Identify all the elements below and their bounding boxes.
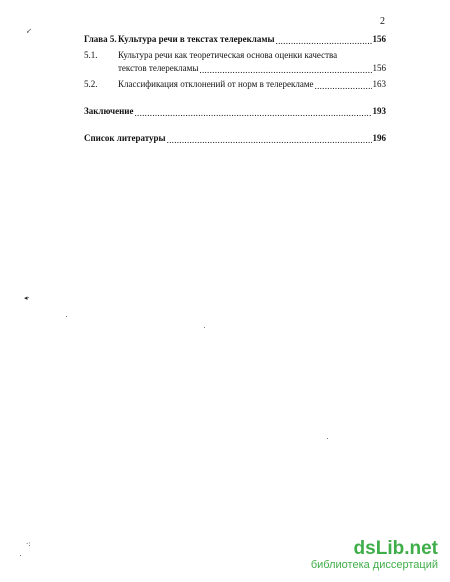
- scan-speck: [66, 316, 67, 317]
- toc-entry-title: Культура речи как теоретическая основа оценки качества: [118, 50, 338, 60]
- scan-speck: [20, 555, 21, 556]
- scan-speck: [204, 327, 205, 328]
- table-of-contents: [84, 33, 386, 145]
- watermark-brand: dsLib.net: [353, 538, 438, 559]
- toc-entry-title: Заключение: [84, 106, 134, 116]
- toc-leader-dots: [276, 36, 372, 46]
- toc-entry-page: 156: [372, 34, 386, 44]
- toc-entry-5-1-continued: [84, 62, 386, 75]
- toc-entry-5-1: [84, 49, 386, 62]
- toc-entry-references: [84, 132, 386, 145]
- toc-entry-number: 5.2.: [84, 79, 98, 89]
- toc-leader-dots: [134, 108, 371, 118]
- watermark: [311, 539, 438, 572]
- toc-entry-conclusion: [84, 105, 386, 118]
- page-number: 2: [380, 16, 385, 27]
- toc-leader-dots: [167, 135, 372, 145]
- toc-entry-title: Культура речи в текстах телерекламы: [118, 34, 275, 44]
- toc-entry-title: Список литературы: [84, 133, 166, 143]
- toc-entry-5-2: [84, 78, 386, 91]
- toc-entry-page: 163: [372, 79, 386, 89]
- toc-entry-page: 196: [372, 133, 386, 143]
- toc-entry-number: 5.1.: [84, 50, 98, 60]
- watermark-subtitle: библиотека диссертаций: [310, 559, 438, 571]
- scan-mark-middle: ◂·: [24, 294, 30, 302]
- toc-entry-chapter-5: [84, 33, 386, 46]
- toc-entry-title: текстов телерекламы: [118, 63, 199, 73]
- toc-entry-page: 156: [372, 63, 386, 73]
- toc-leader-dots: [199, 65, 371, 75]
- toc-entry-title: Классификация отклонений от норм в телерекламе: [118, 79, 314, 89]
- scan-speck: [327, 438, 328, 439]
- toc-entry-number: Глава 5.: [84, 34, 117, 44]
- toc-entry-page: 193: [372, 106, 386, 116]
- scan-mark-bottom: ·:: [26, 540, 31, 548]
- scan-mark-top: ↙: [26, 27, 32, 35]
- toc-leader-dots: [315, 81, 372, 91]
